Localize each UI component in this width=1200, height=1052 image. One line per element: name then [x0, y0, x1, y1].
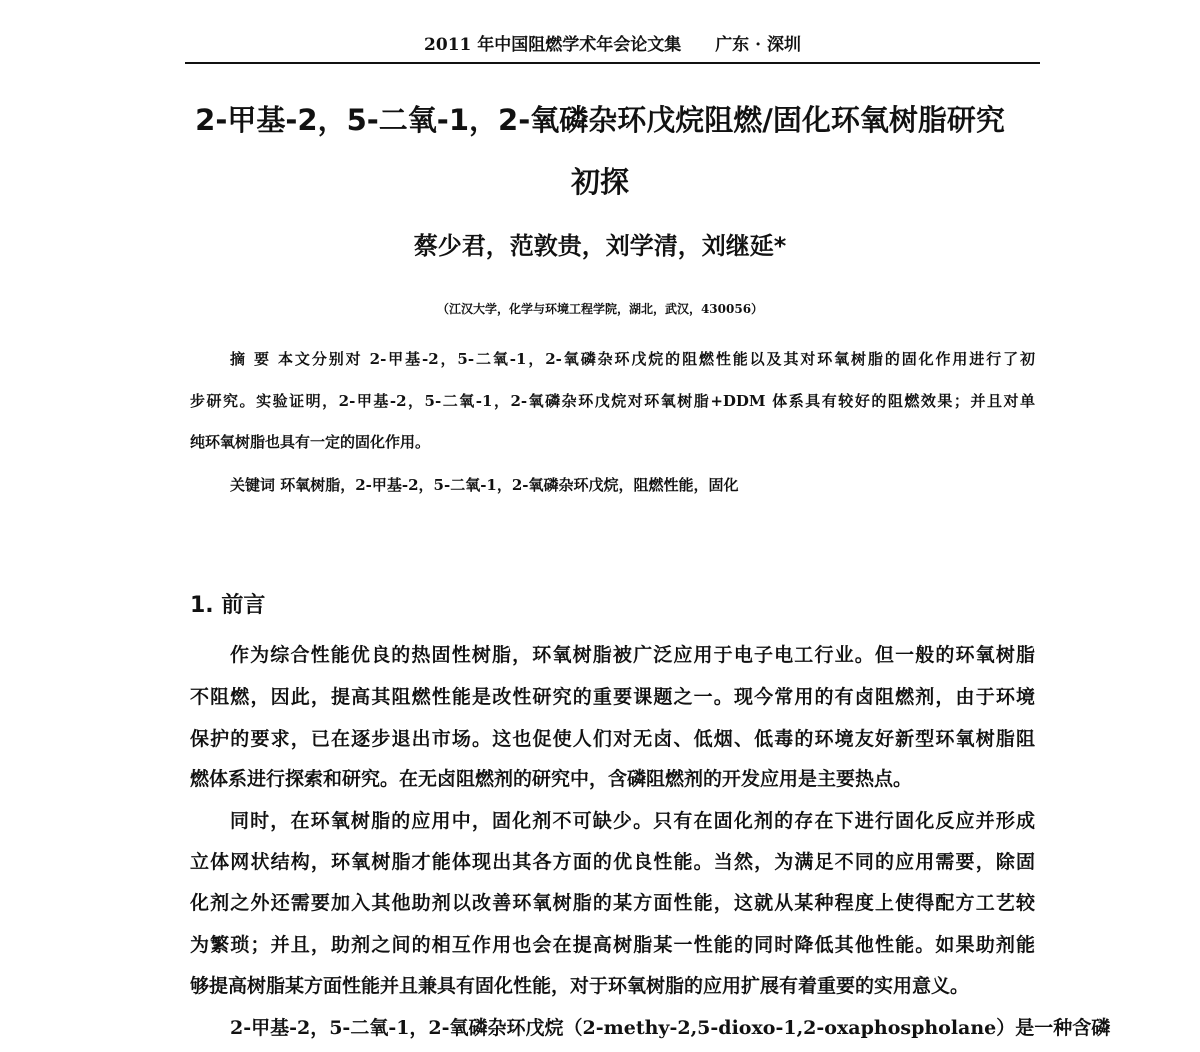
body-line: 2-甲基-2，5-二氧-1，2-氧磷杂环戊烷（2-methy-2,5-dioxo-1,2-oxaphospholane）是一种含磷 — [230, 1017, 1111, 1039]
body-line: 为繁琐；并且，助剂之间的相互作用也会在提高树脂某一性能的同时降低其他性能。如果助剂能 — [190, 934, 1035, 956]
authors: 蔡少君，范敦贵，刘学清，刘继延* — [413, 232, 787, 260]
keywords: 关键词 环氧树脂，2-甲基-2，5-二氧-1，2-氧磷杂环戊烷，阻燃性能，固化 — [230, 476, 739, 494]
paper-title-line-1: 2-甲基-2，5-二氧-1，2-氧磷杂环戊烷阻燃/固化环氧树脂研究 — [195, 103, 1005, 137]
abstract-line: 纯环氧树脂也具有一定的固化作用。 — [190, 433, 431, 451]
body-line: 够提高树脂某方面性能并且兼具有固化性能，对于环氧树脂的应用扩展有着重要的实用意义。 — [190, 975, 970, 997]
body-line: 保护的要求，已在逐步退出市场。这也促使人们对无卤、低烟、低毒的环境友好新型环氧树脂阻 — [190, 728, 1035, 750]
body-line: 同时，在环氧树脂的应用中，固化剂不可缺少。只有在固化剂的存在下进行固化反应并形成 — [230, 810, 1035, 832]
body-line: 化剂之外还需要加入其他助剂以改善环氧树脂的某方面性能，这就从某种程度上使得配方工艺较 — [190, 892, 1035, 914]
affiliation: （江汉大学，化学与环境工程学院，湖北，武汉，430056） — [436, 302, 764, 316]
conference-location: 广东 · 深圳 — [715, 35, 801, 55]
paper-title-line-2: 初探 — [570, 165, 629, 199]
body-line: 作为综合性能优良的热固性树脂，环氧树脂被广泛应用于电子电工行业。但一般的环氧树脂 — [230, 644, 1035, 666]
proceedings-title: 2011 年中国阻燃学术年会论文集 — [424, 35, 682, 55]
body-line: 不阻燃，因此，提高其阻燃性能是改性研究的重要课题之一。现今常用的有卤阻燃剂，由于环境 — [190, 686, 1035, 708]
body-line: 燃体系进行探索和研究。在无卤阻燃剂的研究中，含磷阻燃剂的开发应用是主要热点。 — [190, 768, 913, 790]
body-line: 立体网状结构，环氧树脂才能体现出其各方面的优良性能。当然，为满足不同的应用需要，除固 — [190, 851, 1035, 873]
abstract-line: 步研究。实验证明，2-甲基-2，5-二氧-1，2-氧磷杂环戊烷对环氧树脂+DDM 体系具有较好的阻燃效果；并且对单 — [190, 392, 1035, 410]
abstract-line: 摘 要 本文分别对 2-甲基-2，5-二氧-1，2-氧磷杂环戊烷的阻燃性能以及其对环氧树脂的固化作用进行了初 — [230, 350, 1035, 368]
section-heading: 1. 前言 — [190, 593, 266, 618]
running-header — [185, 30, 1040, 64]
